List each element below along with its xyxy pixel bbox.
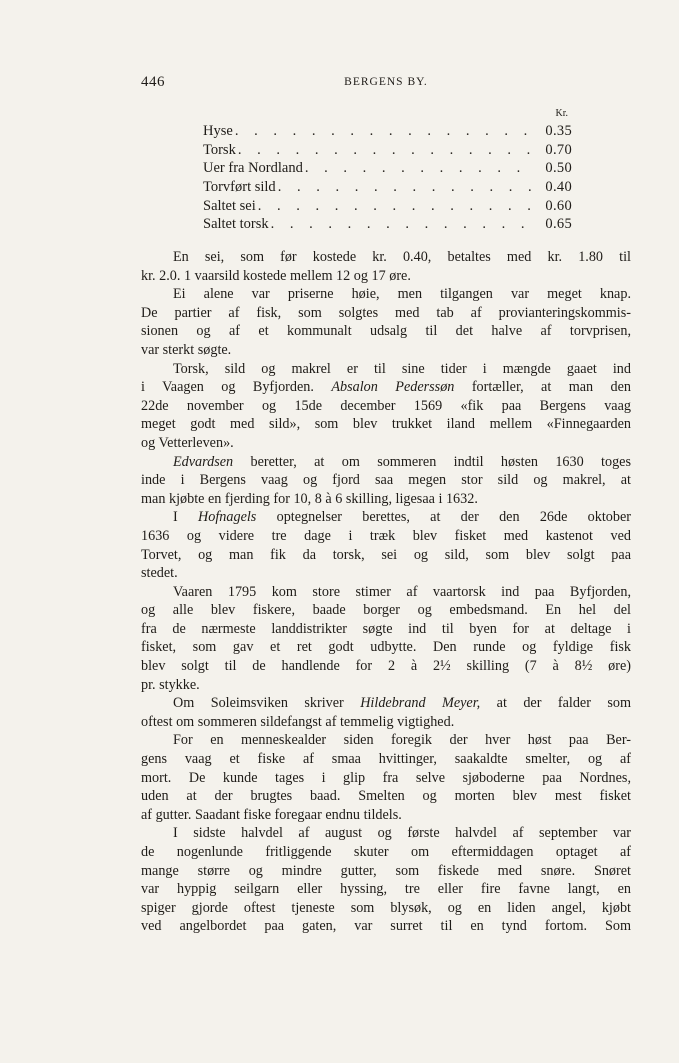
author-name: Hofnagels (198, 509, 257, 526)
price-item: Hyse (203, 123, 233, 139)
body-text (141, 248, 631, 936)
text-line: sionen og af et kommunalt udsalg til det halve af torvprisen, (141, 323, 631, 340)
price-item: Saltet sei (203, 197, 256, 214)
text-line: I sidste halvdel af august og første halvdel af september var (173, 825, 631, 842)
text-line: de nogenlunde fritliggende skuter om eftermiddagen optaget af (141, 844, 631, 860)
price-row (203, 215, 572, 234)
text-line: 22de november og 15de december 1569 «fik paa Bergens vaag (141, 397, 631, 414)
text-line: var sterkt søgte. (141, 341, 232, 358)
price-value: 0.70 (545, 141, 572, 158)
text-line: Vaaren 1795 kom store stimer af vaartorsk ind paa Byfjorden, (173, 583, 631, 600)
text-line: En sei, som før kostede kr. 0.40, betaltes med kr. 1.80 til (173, 249, 631, 265)
text-line: stedet. (141, 565, 178, 582)
text-fragment: fortæller, at man den (471, 379, 631, 396)
text-line: kr. 2.0. 1 vaarsild kostede mellem 12 og 17 øre. (141, 267, 411, 284)
price-item: Uer fra Nordland (203, 160, 303, 177)
text-fragment: i Vaagen og Byfjorden. (141, 379, 314, 396)
price-item: Torsk (203, 141, 236, 158)
text-line (141, 694, 631, 713)
text-fragment: beretter, at om sommeren indtil høsten 1630 toges (250, 453, 631, 470)
price-value: 0.65 (545, 216, 572, 233)
text-line: var hyppig seilgarn eller hyssing, tre eller fire favne langt, en (141, 881, 631, 898)
text-line: blev solgt til de handlende for 2 à 2½ skilling (7 à 8½ øre) (141, 658, 631, 675)
text-line: gens vaag et fiske af smaa hvittinger, saakaldte smelter, og af (141, 751, 631, 768)
text-line: oftest om sommeren sildefangst af temmelig vigtighed. (141, 713, 455, 730)
dot-leader (271, 215, 532, 234)
text-line: Ei alene var priserne høie, men tilgangen var meget knap. (173, 286, 631, 303)
author-name: Edvardsen (173, 453, 234, 470)
text-fragment: at der falder som (496, 695, 631, 712)
text-line: meget godt med sild», som blev trukket iland mellem «Finnegaarden (141, 416, 631, 433)
text-line: af gutter. Saadant fiske foregaar endnu tildels. (141, 806, 402, 823)
text-fragment: I (173, 509, 178, 526)
author-name: Absalon Pederssøn (331, 379, 455, 396)
page-number: 446 (141, 74, 165, 90)
fish-price-table (203, 106, 572, 234)
text-line (141, 508, 631, 527)
price-value: 0.60 (545, 197, 572, 214)
text-line: pr. stykke. (141, 676, 200, 693)
text-line: For en menneskealder siden foregik der hver høst paa Ber- (173, 732, 631, 749)
dot-leader (258, 197, 532, 216)
price-item: Saltet torsk (203, 216, 269, 233)
text-line: fra de nærmeste landdistrikter søgte ind til byen for at deltage i (141, 620, 631, 637)
price-row (203, 178, 572, 197)
text-line: man kjøbte en fjerding for 10, 8 à 6 skilling, ligesaa i 1632. (141, 490, 478, 507)
dot-leader (235, 122, 532, 141)
text-line: Torvet, og man fik da torsk, sei og sild, som blev solgt paa (141, 546, 631, 563)
dot-leader (278, 178, 532, 197)
price-row (203, 197, 572, 216)
running-title: BERGENS BY. (344, 76, 428, 88)
text-fragment: optegnelser berettes, at der den 26de oktober (276, 509, 631, 526)
text-line: De partier af fisk, som solgtes med tab af provianteringskommis- (141, 304, 631, 321)
price-value: 0.40 (545, 179, 572, 196)
text-line: og alle blev fiskere, baade borger og embedsmand. En hel del (141, 602, 631, 619)
page-header (141, 74, 631, 94)
price-value: 0.35 (545, 123, 572, 139)
text-line: fisket, som gav et ret godt udbytte. Den runde og fyldige fisk (141, 639, 631, 656)
text-line: uden at der brugtes baad. Smelten og morten blev mest fisket (141, 788, 631, 805)
price-unit-label: Kr. (555, 108, 568, 119)
text-line: 1636 og videre tre dage i træk blev fisket med kastenot ved (141, 527, 631, 544)
price-item: Torvført sild (203, 179, 276, 196)
text-line: inde i Bergens vaag og fjord saa megen stor sild og makrel, at (141, 472, 631, 489)
dot-leader (305, 159, 532, 178)
text-line: ved angelbordet paa gaten, var surret til en tynd fortom. Som (141, 918, 631, 935)
text-line: mange større og mindre gutter, som fiskede med snøre. Snøret (141, 862, 631, 879)
text-line: mort. De kunde tages i glip fra selve sjøboderne paa Nordnes, (141, 769, 631, 786)
text-line: og Vetterleven». (141, 434, 234, 451)
author-name: Hildebrand Meyer, (360, 695, 481, 712)
price-value: 0.50 (545, 160, 572, 177)
price-row (203, 159, 572, 178)
price-row (203, 122, 572, 141)
dot-leader (238, 141, 532, 160)
price-row (203, 141, 572, 160)
text-fragment: Om Soleimsviken skriver (173, 695, 344, 712)
text-line (141, 378, 631, 397)
text-line (141, 453, 631, 472)
text-line: spiger gjorde oftest tjeneste som blysøk, og en liden angel, kjøbt (141, 899, 631, 916)
text-line: Torsk, sild og makrel er til sine tider i mængde gaaet ind (173, 360, 631, 377)
